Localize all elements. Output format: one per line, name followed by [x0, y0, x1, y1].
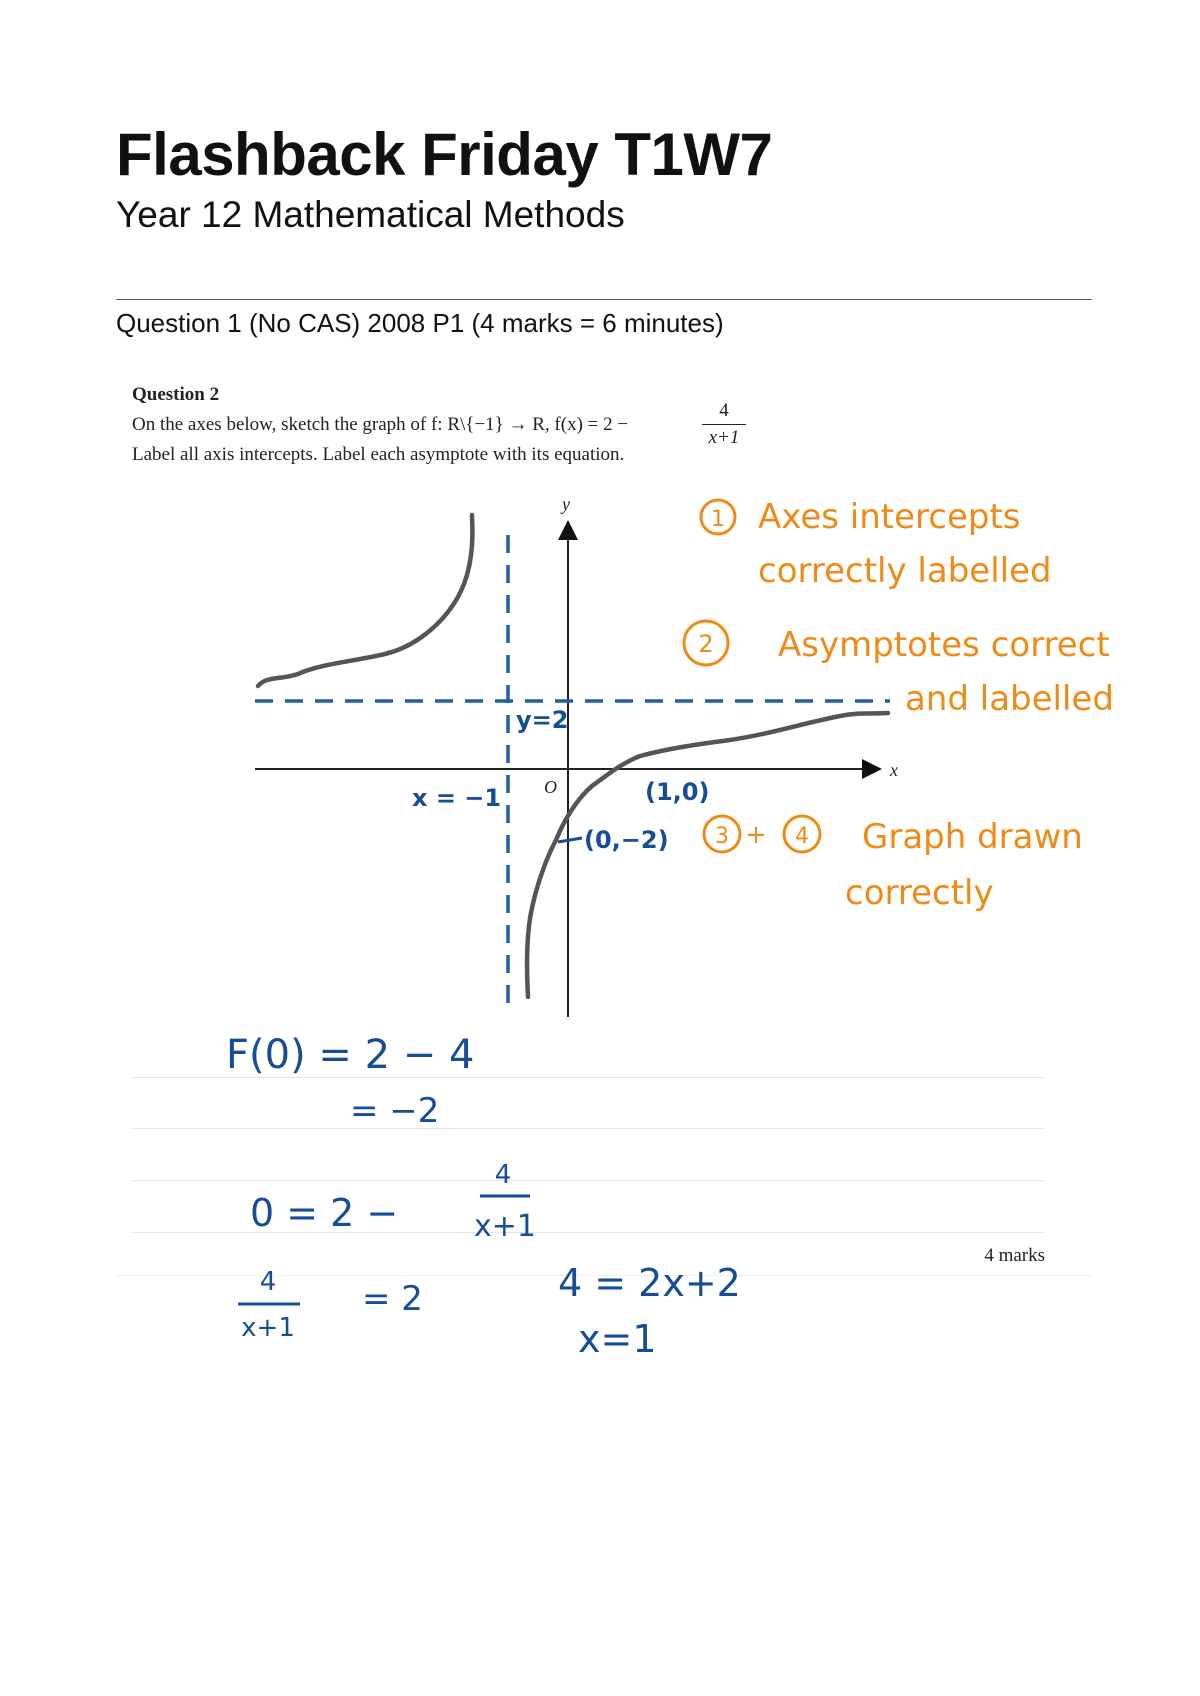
working-line4-denominator: x+1: [241, 1313, 295, 1343]
note1-line1: Axes intercepts: [758, 497, 1021, 537]
right-branch-curve: [527, 713, 888, 997]
working-line4-numerator: 4: [259, 1267, 277, 1297]
note1-line2: correctly labelled: [758, 551, 1052, 591]
fraction-numerator: 4: [719, 400, 729, 421]
note4-number: 4: [795, 824, 809, 849]
question-heading: Question 1 (No CAS) 2008 P1 (4 marks = 6 minutes): [116, 308, 724, 338]
y-axis-label: y: [562, 494, 570, 514]
fraction-denominator: x+1: [708, 427, 740, 448]
note-plus: +: [745, 820, 767, 850]
exam-question-title: Question 2: [132, 384, 220, 405]
working-line5: 4 = 2x+2: [558, 1261, 741, 1305]
note1-number: 1: [711, 507, 725, 532]
x-asymptote-label: x = −1: [412, 784, 502, 812]
note2-line1: Asymptotes correct: [778, 625, 1110, 665]
note3-number: 3: [715, 824, 729, 849]
y-intercept-pointer: [558, 838, 582, 842]
marks-label: 4 marks: [984, 1245, 1045, 1266]
x-intercept-label: (1,0): [645, 778, 710, 806]
exam-question-text: On the axes below, sketch the graph of f: R\{−1} → R, f(x) = 2 −: [132, 414, 629, 435]
note34-line1: Graph drawn: [862, 817, 1083, 857]
working-line6: x=1: [578, 1317, 657, 1361]
origin-label: O: [544, 777, 557, 797]
working-line3-numerator: 4: [494, 1160, 512, 1190]
working-line1: F(0) = 2 − 4: [226, 1032, 475, 1078]
note34-line2: correctly: [845, 873, 994, 913]
note2-number: 2: [698, 630, 714, 658]
working-line3-left: 0 = 2 −: [250, 1191, 399, 1235]
y-intercept-label: (0,−2): [584, 826, 669, 854]
working-line2: = −2: [350, 1091, 440, 1131]
exam-question-instruction: Label all axis intercepts. Label each asymptote with its equation.: [132, 444, 625, 465]
page-subtitle: Year 12 Mathematical Methods: [116, 194, 625, 235]
working-line3-denominator: x+1: [474, 1209, 536, 1244]
working-line4-right: = 2: [362, 1279, 423, 1319]
x-axis-label: x: [890, 760, 898, 780]
left-branch-curve: [258, 515, 472, 686]
page-title: Flashback Friday T1W7: [116, 121, 773, 188]
y-asymptote-label: y=2: [516, 706, 569, 734]
note2-line2: and labelled: [905, 679, 1114, 719]
